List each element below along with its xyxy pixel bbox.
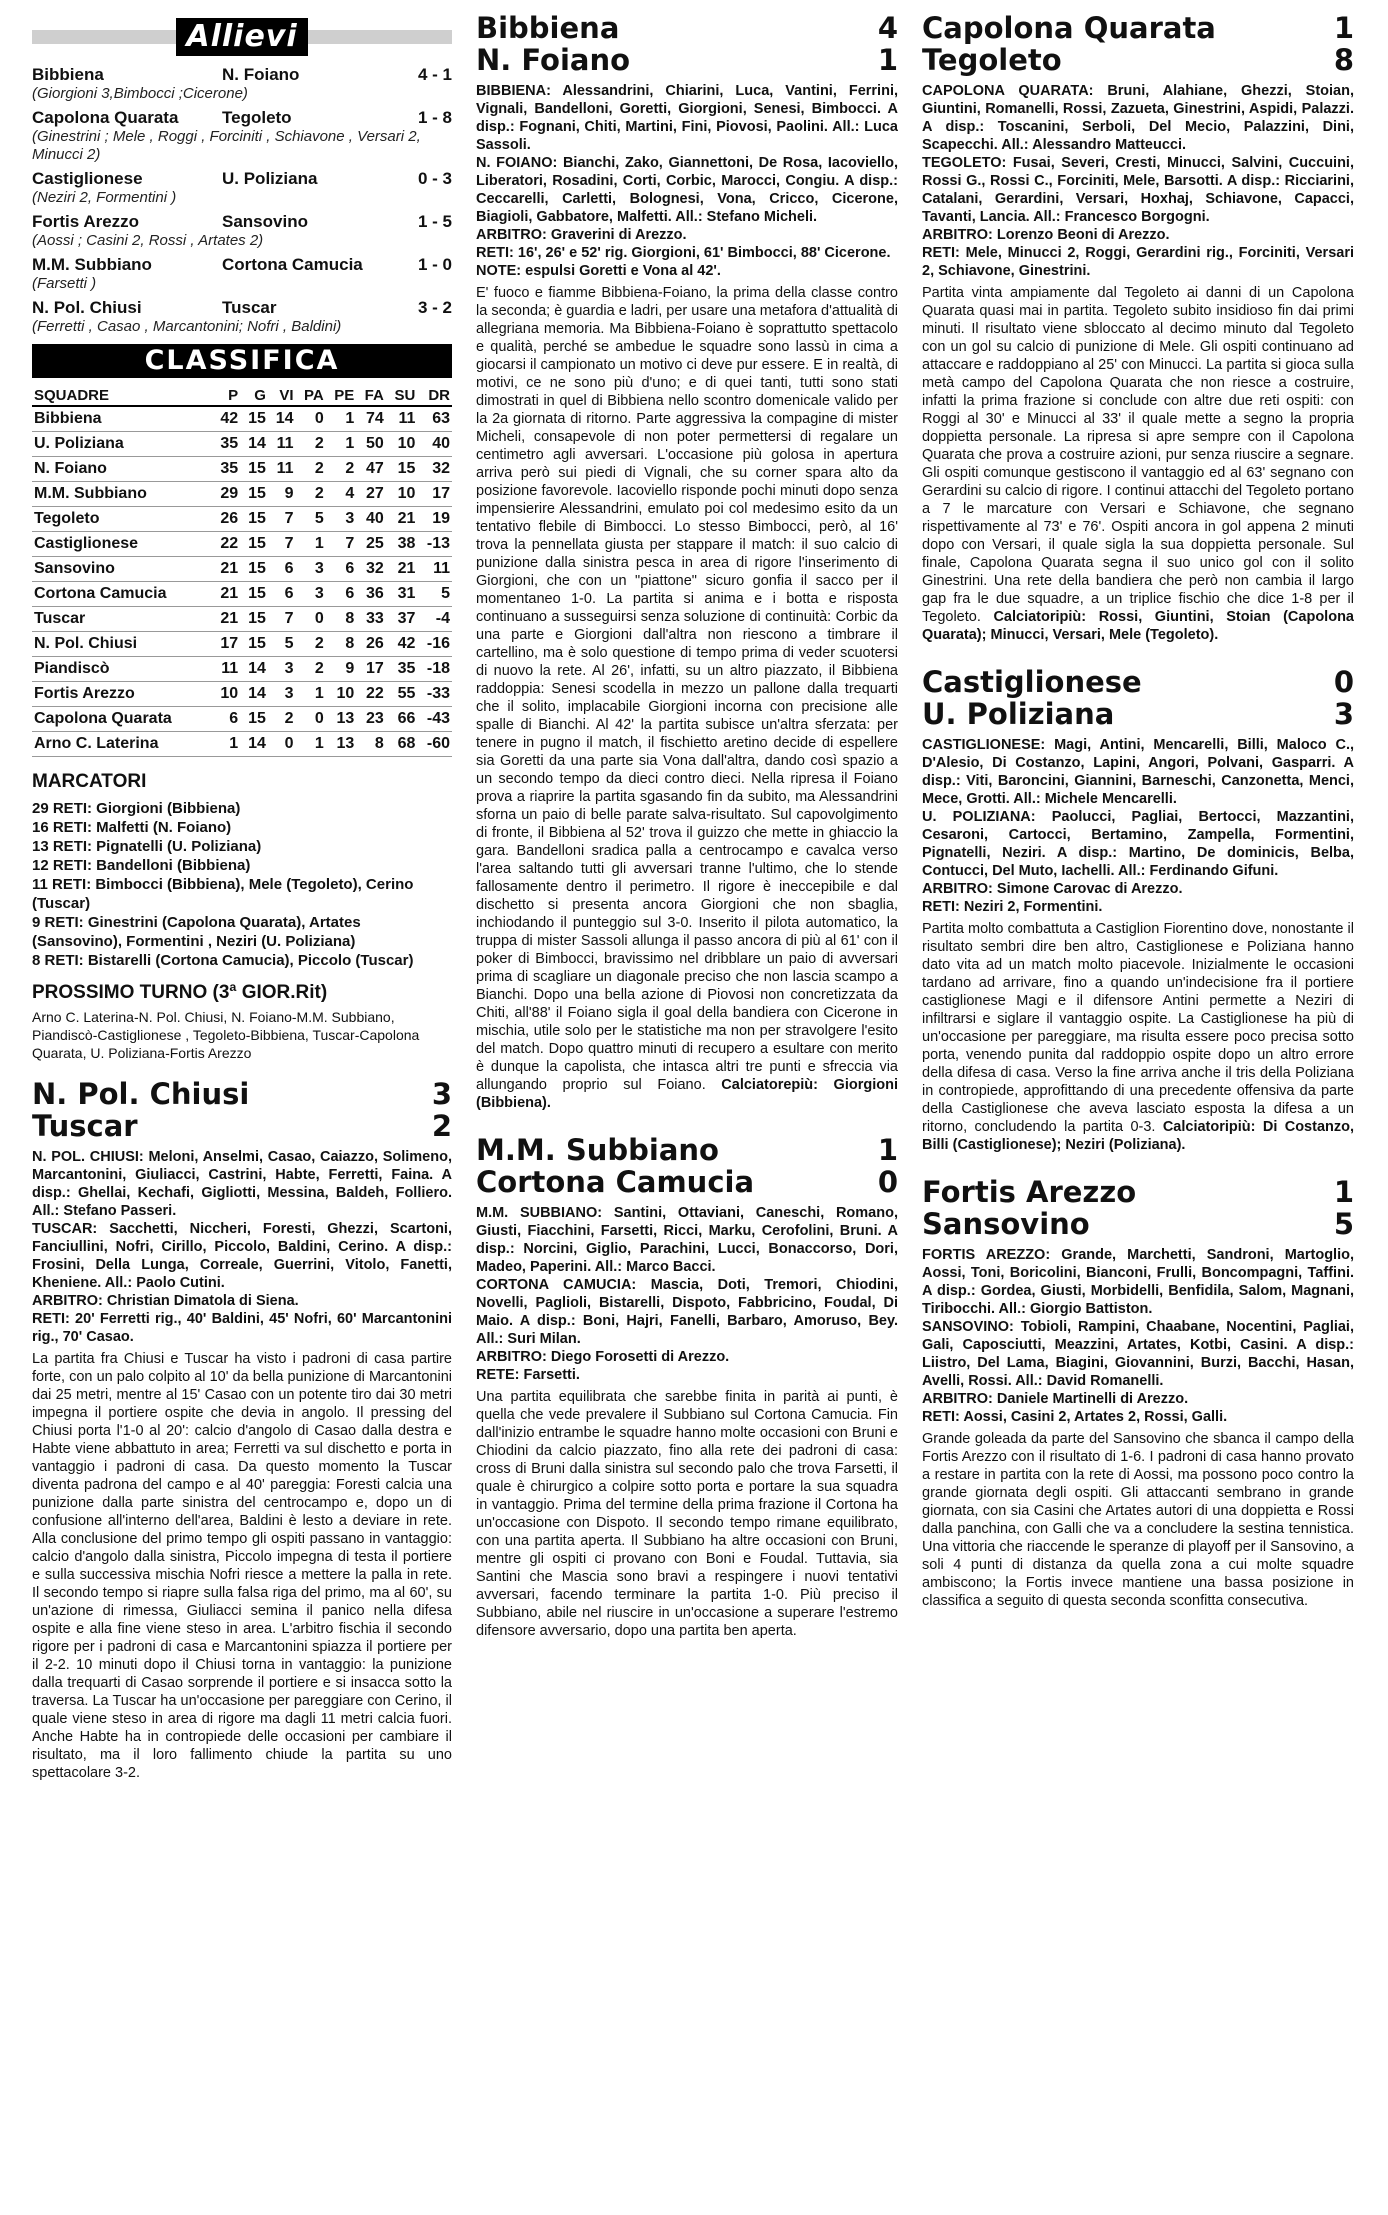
result-item xyxy=(32,254,452,293)
lineup-home: FORTIS AREZZO: Grande, Marchetti, Sandroni, Martoglio, Aossi, Toni, Boricolini, Bianconi, Frulli, Boncompagni, Taffini. A disp.: Gordea, Giusti, Morbidelli, Benfidila, Salom, Magnani, Tiribocchi. All.: Giorgio Battiston. xyxy=(922,1247,1354,1317)
col-header: SQUADRE xyxy=(32,386,212,406)
lineup-away: TEGOLETO: Fusai, Severi, Cresti, Minucci, Salvini, Cuccuini, Rossi G., Rossi C., Forciniti, Mele, Barsotti. A disp.: Ricciarini, Catalani, Gerardini, Versari, Hoxhaj, Schiavone, Capacci, Tavanti, Lancia. All.: Francesco Borgogni. xyxy=(922,155,1354,225)
result-score: 1 - 0 xyxy=(417,255,452,274)
result-away: N. Foiano xyxy=(222,65,300,84)
stat-cell: 6 xyxy=(326,582,357,607)
stat-cell: 10 xyxy=(326,682,357,707)
match-lineups xyxy=(32,1148,452,1346)
scorer-line: 11 RETI: Bimbocci (Bibbiena), Mele (Tegoleto), Cerino (Tuscar) xyxy=(32,876,414,912)
away-team: Sansovino xyxy=(922,1207,1090,1241)
scorer-line: 13 RETI: Pignatelli (U. Poliziana) xyxy=(32,838,262,855)
stat-cell: 3 xyxy=(326,507,357,532)
away-team: Tuscar xyxy=(32,1109,138,1143)
stat-cell: 17 xyxy=(356,657,385,682)
report-body: E' fuoco e fiamme Bibbiena-Foiano, la prima della classe contro la seconda; è guardia e ladri, per usare una metafora d'attualità di allegriana memoria. Ma Bibbiena-Foiano è soprattutto spettacolo e qualità, perché se ambedue le squadre sono lassù in cima a giocarsi il campionato un motivo ci deve pur essere. E in realtà, di motivi, ce ne sono più d'uno; e di quei tanti, tutti sono stati dimostrati in quel di Bibbiena nello scontro domenicale valido per la 2a giornata di ritorno. Parte aggressiva la compagine di mister Micheli, consapevole di non poter permettersi di regalare un centimetro agli avversari. L'occasione più golosa in apertura arriva però sui piedi di Vignali, che su corner spara alto da posizione favorevole. Iacoviello risponde pochi minuti dopo senza impensierire Alessandrini, emulato poi col medesimo esito da un tentativo flebile di Bimbocci. Lo stesso Bimbocci, però, al 16' trova la pennellata giusta per stappare il match: il suo calcio di punizione dalla sinistra pesca in area di rigore l'inserimento di Giorgioni, che con un "piattone" sicuro gonfia il sacco per il momentaneo 1-0. La partita si anima e i botta e risposta continuano a susseguirsi senza soluzione di continuità: Corbic da una parte e Giorgioni dall'altra non riescono a timbrare il cartellino, ma è solo questione di tempo prima di veder scuotersi di nuovo la rete. Al 26', infatti, su un altro piazzato, il Bibbiena raddoppia: Senesi scodella in mezzo un pallone dalla trequarti che il solito, implacabile Giorgioni incorna con precisione alle spalle di Bianchi. Al 42' la partita subisce un'altra sferzata: per tenere in pugno il match, il fischietto aretino decide di espellere sia Goretti da una parte sia Vona dall'altra, dando così spazio a un secondo tempo da dieci contro dieci. Nella ripresa il Foiano prova a riaprire la partita sgasando fin da subito, ma Alessandrini sforna un paio di belle parate salva-risultato. Sul capovolgimento di fronte, il Bibbiena al 52' trova il guizzo che mette in ghiaccio la gara. Bandelloni sradica palla a centrocampo e cavalca verso l'area saltando tutti gli avversari tranne l'ultimo, che lo stende fallosamente dentro il perimetro. Il rigore è ineccepibile e dal dischetto si presenta ancora Giorgioni che non sbaglia, inchiodando il punteggio sul 3-0. Inserito il pilota automatico, la truppa di mister Sassoli allunga il passo ancora di più al 61' con il poker di Bimbocci, bravissimo nel dribblare un paio di avversari prima di scagliare un diagonale preciso che non lascia scampo a Bianchi. Dopo una bella azione di Piovosi non concretizzata da Chiti, all'88' il Foiano sigla il goal della bandiera con Cicerone in mischia, utile solo per le statistiche ma non per stravolgere l'esito del match. Dopo quattro minuti di recupero a esultare con merito è dunque la capolista, che intasca altri tre punti e sfreccia via allungando proprio sul Foiano. xyxy=(476,285,898,1093)
standings-row xyxy=(32,482,452,507)
stat-cell: -60 xyxy=(417,732,452,757)
stat-cell: 0 xyxy=(296,406,326,432)
home-score: 4 xyxy=(877,12,898,45)
standings-row xyxy=(32,682,452,707)
results-list xyxy=(32,64,452,336)
stat-cell: 35 xyxy=(212,432,240,457)
stat-cell: 15 xyxy=(240,406,268,432)
stat-cell: 7 xyxy=(268,507,296,532)
col-header: FA xyxy=(356,386,385,406)
goals: RETI: Neziri 2, Formentini. xyxy=(922,899,1103,915)
stat-cell: 3 xyxy=(296,582,326,607)
stat-cell: 2 xyxy=(268,707,296,732)
standings-row xyxy=(32,507,452,532)
goals: RETI: Aossi, Casini 2, Artates 2, Rossi, Galli. xyxy=(922,1409,1228,1425)
team-name-cell: M.M. Subbiano xyxy=(32,482,212,507)
team-name-cell: U. Poliziana xyxy=(32,432,212,457)
stat-cell: 14 xyxy=(268,406,296,432)
match-report xyxy=(922,920,1354,1154)
stat-cell: 17 xyxy=(212,632,240,657)
stat-cell: 11 xyxy=(212,657,240,682)
stat-cell: 32 xyxy=(417,457,452,482)
home-score: 1 xyxy=(877,1133,898,1167)
stat-cell: 40 xyxy=(417,432,452,457)
result-away: U. Poliziana xyxy=(222,169,318,188)
stat-cell: 15 xyxy=(240,482,268,507)
result-home: M.M. Subbiano xyxy=(32,255,152,274)
referee: ARBITRO: Simone Carovac di Arezzo. xyxy=(922,881,1183,897)
lineup-away: N. FOIANO: Bianchi, Zako, Giannettoni, De Rosa, Iacoviello, Liberatori, Rosadini, Corti, Corbic, Marocci, Congiu. A disp.: Ceccarelli, Carletti, Bolognesi, Vona, Cricco, Cicerone, Biagioli, Gabbatore, Malfetti. All.: Stefano Micheli. xyxy=(476,155,898,225)
result-item xyxy=(32,107,452,164)
stat-cell: 15 xyxy=(240,557,268,582)
col-header: DR xyxy=(417,386,452,406)
stat-cell: 37 xyxy=(386,607,418,632)
stat-cell: 11 xyxy=(386,406,418,432)
result-home: Bibbiena xyxy=(32,65,104,84)
stat-cell: 14 xyxy=(240,432,268,457)
home-score: 1 xyxy=(1333,1175,1354,1209)
home-score: 3 xyxy=(431,1077,452,1111)
scorer-line: 9 RETI: Ginestrini (Capolona Quarata), Artates (Sansovino), Formentini , Neziri (U. Poliziana) xyxy=(32,914,361,950)
stat-cell: 42 xyxy=(212,406,240,432)
stat-cell: 26 xyxy=(356,632,385,657)
home-team: M.M. Subbiano xyxy=(476,1133,719,1167)
stat-cell: 14 xyxy=(240,682,268,707)
stat-cell: 3 xyxy=(268,682,296,707)
match-lineups xyxy=(476,1204,898,1384)
result-score: 4 - 1 xyxy=(417,65,452,84)
home-team: Castiglionese xyxy=(922,665,1142,699)
report-body: Partita vinta ampiamente dal Tegoleto ai danni di un Capolona Quarata quasi mai in partita. Tegoleto subito insidioso fin dai primi minuti. Il risultato viene sbloccato al decimo minuto dal Tegoleto con un gol su calcio di punizione di Mele. Gli ospiti continuano ad attaccare e raddoppiano al 25' con Minucci. La partita si gioca sulla metà campo del Capolona Quarata che non riesce a costruire, infatti la prima frazione si conclude con altre due reti ospiti: con Roggi al 30' e Minucci al 33' il quale mette a segno la propria doppietta personale. La ripresa si apre sempre con il Capolona Quarata che prova a costruire azioni, pur senza riuscire a segnare. Gli ospiti comunque gestiscono il vantaggio ed al 63' segnano con Gerardini su calcio di rigore. I continui attacchi del Tegoleto portano a 7 le marcature con Versari e Schiavone, che segnano rispettivamente al 73' e 76'. Ospiti ancora in gol appena 2 minuti dopo con Versari, il quale sigla la sua doppietta personale. Sul finale, Capolona Quarata segna il suo unico gol con il solito Ginestrini. Una rete della bandiera che però non cambia il largo gap fra le due squadre, a un triplice fischio che dice 1-8 per il Tegoleto. xyxy=(922,285,1354,625)
lineup-home: CASTIGLIONESE: Magi, Antini, Mencarelli, Billi, Maloco C., D'Alesio, Di Costanzo, Lapini, Angori, Polvani, Gasparri. A disp.: Viti, Baroncini, Giannini, Barneschi, Canzonetta, Menci, Mece, Grotti. All.: Michele Mencarelli. xyxy=(922,737,1354,807)
result-score: 0 - 3 xyxy=(417,169,452,188)
stat-cell: 32 xyxy=(356,557,385,582)
lineup-away: CORTONA CAMUCIA: Mascia, Doti, Tremori, Chiodini, Novelli, Paglioli, Bistarelli, Dispoto, Fabbricino, Foudal, Di Maio. A disp.: Boni, Hajri, Fanelli, Barbaro, Amoruso, Bey. All.: Suri Milan. xyxy=(476,1277,898,1347)
away-score: 5 xyxy=(1333,1207,1354,1241)
col-header: G xyxy=(240,386,268,406)
column-middle xyxy=(476,12,898,2202)
stat-cell: -33 xyxy=(417,682,452,707)
standings-body xyxy=(32,406,452,757)
stat-cell: 35 xyxy=(386,657,418,682)
stat-cell: -18 xyxy=(417,657,452,682)
stat-cell: 5 xyxy=(268,632,296,657)
stat-cell: 1 xyxy=(326,432,357,457)
stat-cell: 7 xyxy=(268,532,296,557)
notes: NOTE: espulsi Goretti e Vona al 42'. xyxy=(476,263,721,279)
lineup-away: TUSCAR: Sacchetti, Niccheri, Foresti, Ghezzi, Scartoni, Fanciullini, Nofri, Cirillo, Piccolo, Baldini, Cerino. A disp.: Frosini, Della Lunga, Correale, Guerrini, Vitolo, Fanetti, Kheniene. All.: Paolo Cutini. xyxy=(32,1221,452,1291)
stat-cell: 13 xyxy=(326,732,357,757)
result-away: Tegoleto xyxy=(222,108,292,127)
stat-cell: 55 xyxy=(386,682,418,707)
result-home: Castiglionese xyxy=(32,169,143,188)
away-score: 0 xyxy=(877,1165,898,1199)
stat-cell: 8 xyxy=(326,632,357,657)
away-team: U. Poliziana xyxy=(922,697,1115,731)
stat-cell: 31 xyxy=(386,582,418,607)
stat-cell: 7 xyxy=(268,607,296,632)
team-name-cell: Sansovino xyxy=(32,557,212,582)
best-player: Di Costanzo, Billi (Castiglionese); Neziri (Poliziana). xyxy=(922,1119,1354,1153)
stat-cell: -43 xyxy=(417,707,452,732)
stat-cell: 6 xyxy=(268,582,296,607)
stat-cell: 42 xyxy=(386,632,418,657)
referee: ARBITRO: Christian Dimatola di Siena. xyxy=(32,1293,299,1309)
stat-cell: 5 xyxy=(417,582,452,607)
standings-row xyxy=(32,557,452,582)
result-away: Sansovino xyxy=(222,212,308,231)
stat-cell: 25 xyxy=(356,532,385,557)
stat-cell: 1 xyxy=(326,406,357,432)
stat-cell: 10 xyxy=(212,682,240,707)
home-team: N. Pol. Chiusi xyxy=(32,1077,250,1111)
scorers-title: MARCATORI xyxy=(32,771,147,792)
stat-cell: 29 xyxy=(212,482,240,507)
result-scorers: (Farsetti ) xyxy=(32,275,97,292)
home-score: 0 xyxy=(1333,665,1354,699)
stat-cell: 1 xyxy=(212,732,240,757)
match-report xyxy=(922,284,1354,644)
team-name-cell: Bibbiena xyxy=(32,406,212,432)
col-header: VI xyxy=(268,386,296,406)
team-name-cell: N. Pol. Chiusi xyxy=(32,632,212,657)
stat-cell: 0 xyxy=(296,707,326,732)
stat-cell: -13 xyxy=(417,532,452,557)
stat-cell: 47 xyxy=(356,457,385,482)
match-lineups xyxy=(922,82,1354,280)
stat-cell: -4 xyxy=(417,607,452,632)
stat-cell: 5 xyxy=(296,507,326,532)
stat-cell: 13 xyxy=(326,707,357,732)
result-scorers: (Neziri 2, Formentini ) xyxy=(32,189,177,206)
team-name-cell: Piandiscò xyxy=(32,657,212,682)
result-scorers: (Ferretti , Casao , Marcantonini; Nofri , Baldini) xyxy=(32,318,342,335)
best-player-label: Calciatoripiù: xyxy=(1162,1119,1256,1135)
next-round-text: Arno C. Laterina-N. Pol. Chiusi, N. Foiano-M.M. Subbiano, Piandiscò-Castiglionese , Tegoleto-Bibbiena, Tuscar-Capolona Quarata, U. Poliziana-Fortis Arezzo xyxy=(32,1009,420,1061)
stat-cell: 2 xyxy=(326,457,357,482)
standings-row xyxy=(32,432,452,457)
stat-cell: 22 xyxy=(356,682,385,707)
scorer-line: 12 RETI: Bandelloni (Bibbiena) xyxy=(32,857,251,874)
stat-cell: 7 xyxy=(326,532,357,557)
best-player: Rossi, Giuntini, Stoian (Capolona Quarata); Minucci, Versari, Mele (Tegoleto). xyxy=(922,609,1354,643)
stat-cell: 15 xyxy=(240,607,268,632)
stat-cell: 3 xyxy=(296,557,326,582)
standings-table xyxy=(32,386,452,757)
stat-cell: 4 xyxy=(326,482,357,507)
stat-cell: 68 xyxy=(386,732,418,757)
stat-cell: 63 xyxy=(417,406,452,432)
stat-cell: 2 xyxy=(296,457,326,482)
stat-cell: -16 xyxy=(417,632,452,657)
team-name-cell: Arno C. Laterina xyxy=(32,732,212,757)
stat-cell: 19 xyxy=(417,507,452,532)
away-score: 8 xyxy=(1333,43,1354,77)
col-header: PA xyxy=(296,386,326,406)
result-score: 3 - 2 xyxy=(417,298,452,317)
stat-cell: 3 xyxy=(268,657,296,682)
col-header: P xyxy=(212,386,240,406)
result-item xyxy=(32,168,452,207)
stat-cell: 2 xyxy=(296,657,326,682)
stat-cell: 50 xyxy=(356,432,385,457)
result-item xyxy=(32,211,452,250)
match-report: Una partita equilibrata che sarebbe finita in parità ai punti, è quella che vede prevalere il Subbiano sul Cortona Camucia. Fin dall'inizio entrambe le squadre hanno molte occasioni con Bruni e Chiodini da calcio piazzato, fino alla rete dei padroni di casa: cross di Bruni dalla sinistra sul secondo palo che trova Farsetti, il quale è chirurgico a colpire sotto porta e portare la sua squadra in vantaggio. Prima del termine della prima frazione il Cortona ha un'occasione con Dispoto. Il secondo tempo rimane equilibrato, con una partita aperta. Il Subbiano ha altre occasioni con Bruni, mentre gli ospiti ci provano con Boni e Foudal. Tuttavia, sia Santini che Mascia sono bravi a respingere i nuovi tentativi avversari, facendo terminare la partita 1-0. Più preciso il Subbiano, abile nel riuscire in un'occasione a superare l'estremo difensore avversario, dopo una partita ben aperta. xyxy=(476,1389,898,1639)
stat-cell: 9 xyxy=(326,657,357,682)
goals: RETI: 16', 26' e 52' rig. Giorgioni, 61' Bimbocci, 88' Cicerone. xyxy=(476,245,891,261)
match-lineups xyxy=(476,82,898,280)
away-team: Tegoleto xyxy=(922,43,1062,77)
stat-cell: 66 xyxy=(386,707,418,732)
stat-cell: 6 xyxy=(268,557,296,582)
stat-cell: 21 xyxy=(386,507,418,532)
banner-rule-left xyxy=(32,30,176,44)
goals: RETI: Mele, Minucci 2, Roggi, Gerardini rig., Forciniti, Versari 2, Schiavone, Ginestrini. xyxy=(922,245,1354,279)
match-lineups xyxy=(922,1246,1354,1426)
referee: ARBITRO: Daniele Martinelli di Arezzo. xyxy=(922,1391,1189,1407)
classifica-title: CLASSIFICA xyxy=(32,344,452,378)
away-team: Cortona Camucia xyxy=(476,1165,755,1199)
result-home: N. Pol. Chiusi xyxy=(32,298,142,317)
standings-row xyxy=(32,457,452,482)
team-name-cell: Fortis Arezzo xyxy=(32,682,212,707)
stat-cell: 9 xyxy=(268,482,296,507)
away-score: 2 xyxy=(431,1109,452,1143)
stat-cell: 38 xyxy=(386,532,418,557)
result-score: 1 - 8 xyxy=(417,108,452,127)
stat-cell: 15 xyxy=(240,457,268,482)
stat-cell: 26 xyxy=(212,507,240,532)
stat-cell: 6 xyxy=(326,557,357,582)
standings-row xyxy=(32,707,452,732)
standings-row xyxy=(32,607,452,632)
away-team: N. Foiano xyxy=(476,43,631,77)
stat-cell: 10 xyxy=(386,482,418,507)
result-item xyxy=(32,297,452,336)
stat-cell: 27 xyxy=(356,482,385,507)
lineup-home: N. POL. CHIUSI: Meloni, Anselmi, Casao, Caiazzo, Solimeno, Marcantonini, Giuliacci, Castrini, Habte, Ferretti, Faina. A disp.: Ghellai, Kechafi, Gigliotti, Messina, Baldeh, Follierо. All.: Stefano Passeri. xyxy=(32,1149,452,1219)
stat-cell: 33 xyxy=(356,607,385,632)
result-score: 1 - 5 xyxy=(417,212,452,231)
report-body: Partita molto combattuta a Castiglion Fiorentino dove, nonostante il risultato sembri dire ben altro, Castiglionese e Poliziana hanno dato vita ad un match molto piacevole. Inizialmente le occasioni tardano ad arrivare, fino a quando un'indecisione fra il portiere castiglionese Magi e il difensore Antini permette a Neziri di infiltrarsi e siglare il vantaggio ospite. La Castiglionese ha più di un'occasione per pareggiare, ma risulta essere poco precisa sotto porta, venendo punita dal raddoppio ospite dopo un altro errore della difesa di casa. Verso la fine arriva anche il tris della Poliziana in contropiede, approfittando di una precedente offensiva da parte della Castiglionese che aveva lasciato esposta la difesa a un ritorno, concludendo la partita 0-3. xyxy=(922,921,1354,1135)
team-name-cell: N. Foiano xyxy=(32,457,212,482)
stat-cell: 0 xyxy=(268,732,296,757)
standings-row xyxy=(32,532,452,557)
lineup-home: BIBBIENA: Alessandrini, Chiarini, Luca, Vantini, Ferrini, Vignali, Bandelloni, Goretti, Giorgioni, Senesi, Bimbocci. A disp.: Fognani, Chiti, Martini, Fini, Piovosi, Paolini. All.: Luca Sassoli. xyxy=(476,83,898,153)
banner-rule-right xyxy=(308,30,452,44)
stat-cell: 15 xyxy=(240,582,268,607)
stat-cell: 40 xyxy=(356,507,385,532)
col-header: SU xyxy=(386,386,418,406)
lineup-away: SANSOVINO: Tobioli, Rampini, Chaabane, Nocentini, Pagliai, Gali, Caposciutti, Meazzini, Artates, Kotbi, Casini. A disp.: Liistro, Del Lama, Biagini, Giovannini, Burzi, Bacchi, Hasan, Avelli, Rossi. All.: David Romanelli. xyxy=(922,1319,1354,1389)
stat-cell: 15 xyxy=(240,707,268,732)
column-left xyxy=(32,12,452,2202)
standings-row xyxy=(32,657,452,682)
lineup-home: CAPOLONA QUARATA: Bruni, Alahiane, Ghezzi, Stoian, Giuntini, Romanelli, Rossi, Zazueta, Ginestrini, Aspidi, Palazzi. A disp.: Toscanini, Serboli, Del Mecio, Palazzini, Dini, Scapecchi. All.: Alessandro Matteucci. xyxy=(922,83,1354,153)
column-right xyxy=(922,12,1354,2202)
stat-cell: 22 xyxy=(212,532,240,557)
match-report: La partita fra Chiusi e Tuscar ha visto i padroni di casa partire forte, con un palo colpito al 10' da bella punizione di Marcantonini dai 25 metri, mentre al 15' Casao con un potente tiro dai 30 metri impegna il portiere ospite che devia in angolo. Il pressing del Chiusi porta l'1-0 al 20': calcio d'angolo di Casao dalla destra e Habte viene abbattuto in area; Ferretti va sul dischetto e porta in vantaggio i padroni di casa. Da questo momento la Tuscar diventa padrona del campo e al 40' pareggia: Foresti calcia una punizione dalla parte sinistra del centrocampo e, dopo un di confusione all'interno dell'area, Baldini è lesto a deviare in rete. Alla conclusione del primo tempo gli ospiti passano in vantaggio: calcio d'angolo dalla sinistra, Piccolo impegna di testa il portiere e sulla successiva mischia Nofri riesce a mettere la palla in rete. Il secondo tempo si riapre sulla falsa riga del primo, ma al 60', su un'azione di rimessa, Giuliacci semina il panico nella difesa ospite e alla fine viene steso in area. L'arbitro fischia il secondo rigore per i padroni di casa e Marcantonini spiazza il portiere per il 2-2. 10 minuti dopo il Chiusi torna in vantaggio: la punizione dalla trequarti di Casao sorprende il portiere e si insacca sotto la traversa. La Tuscar ha un'occasione per pareggiare con Cerino, il quale viene steso in area di rigore ma dagli 11 metri calcia fuori. Anche Habte ha in contropiede delle occasioni per cambiare il risultato, ma il loro fallimento chiude la partita su uno spettacolare 3-2. xyxy=(32,1351,452,1781)
allievi-title: Allievi xyxy=(176,18,307,56)
team-name-cell: Cortona Camucia xyxy=(32,582,212,607)
scorer-line: 8 RETI: Bistarelli (Cortona Camucia), Piccolo (Tuscar) xyxy=(32,952,414,969)
best-player-label: Calciatorepiù: xyxy=(721,1077,818,1093)
stat-cell: 8 xyxy=(326,607,357,632)
match-lineups xyxy=(922,736,1354,916)
stat-cell: 21 xyxy=(212,582,240,607)
home-score: 1 xyxy=(1333,12,1354,45)
match-bibbiena-foiano xyxy=(476,12,898,1112)
team-name-cell: Tegoleto xyxy=(32,507,212,532)
standings-row xyxy=(32,632,452,657)
col-header: PE xyxy=(326,386,357,406)
stat-cell: 11 xyxy=(268,457,296,482)
referee: ARBITRO: Graverini di Arezzo. xyxy=(476,227,687,243)
result-scorers: (Giorgioni 3,Bimbocci ;Cicerone) xyxy=(32,85,248,102)
scorer-line: 29 RETI: Giorgioni (Bibbiena) xyxy=(32,800,241,817)
stat-cell: 0 xyxy=(296,607,326,632)
stat-cell: 36 xyxy=(356,582,385,607)
stat-cell: 2 xyxy=(296,632,326,657)
referee: ARBITRO: Lorenzo Beoni di Arezzo. xyxy=(922,227,1170,243)
stat-cell: 2 xyxy=(296,432,326,457)
result-away: Cortona Camucia xyxy=(222,255,363,274)
stat-cell: 21 xyxy=(212,607,240,632)
away-score: 3 xyxy=(1333,697,1354,731)
stat-cell: 35 xyxy=(212,457,240,482)
home-team: Fortis Arezzo xyxy=(922,1175,1137,1209)
team-name-cell: Castiglionese xyxy=(32,532,212,557)
stat-cell: 21 xyxy=(386,557,418,582)
stat-cell: 15 xyxy=(240,507,268,532)
goals: RETI: 20' Ferretti rig., 40' Baldini, 45' Nofri, 60' Marcantonini rig., 70' Casao. xyxy=(32,1311,452,1345)
standings-row xyxy=(32,582,452,607)
stat-cell: 17 xyxy=(417,482,452,507)
result-scorers: (Aossi ; Casini 2, Rossi , Artates 2) xyxy=(32,232,264,249)
stat-cell: 74 xyxy=(356,406,385,432)
result-away: Tuscar xyxy=(222,298,277,317)
stat-cell: 15 xyxy=(386,457,418,482)
match-report: Grande goleada da parte del Sansovino che sbanca il campo della Fortis Arezzo con il risultato di 1-6. I padroni di casa hanno provato a restare in partita con la rete di Aossi, ma possono poco contro la grande giornata degli ospiti. Gli attaccanti sembrano in grande giornata, con sia Casini che Artates autori di una doppietta e Rossi dalla panchina, con Galli che va a concludere la sestina tennistica. Una vittoria che riaccende le speranze di playoff per il Sansovino, a soli 4 punti di distanza da quella zona a cui molte squadre ambiscono; la Fortis invece mantiene una bassa posizione in classifica a seguito di questa seconda sconfitta consecutiva. xyxy=(922,1431,1354,1609)
stat-cell: 6 xyxy=(212,707,240,732)
standings-header xyxy=(32,386,452,406)
team-name-cell: Tuscar xyxy=(32,607,212,632)
standings-row xyxy=(32,732,452,757)
stat-cell: 14 xyxy=(240,732,268,757)
stat-cell: 2 xyxy=(296,482,326,507)
stat-cell: 1 xyxy=(296,532,326,557)
team-name-cell: Capolona Quarata xyxy=(32,707,212,732)
result-home: Fortis Arezzo xyxy=(32,212,140,231)
match-subbiano-cortona xyxy=(476,1134,898,1640)
stat-cell: 11 xyxy=(417,557,452,582)
stat-cell: 15 xyxy=(240,532,268,557)
match-castiglionese-poliziana xyxy=(922,666,1354,1154)
stat-cell: 1 xyxy=(296,732,326,757)
scorer-line: 16 RETI: Malfetti (N. Foiano) xyxy=(32,819,232,836)
allievi-banner xyxy=(32,18,452,56)
standings-row xyxy=(32,406,452,432)
referee: ARBITRO: Diego Forosetti di Arezzo. xyxy=(476,1349,730,1365)
stat-cell: 11 xyxy=(268,432,296,457)
stat-cell: 1 xyxy=(296,682,326,707)
home-team: Bibbiena xyxy=(476,12,620,45)
match-report xyxy=(476,284,898,1112)
next-round-title: PROSSIMO TURNO (3ª GIOR.Rit) xyxy=(32,982,328,1003)
stat-cell: 14 xyxy=(240,657,268,682)
stat-cell: 23 xyxy=(356,707,385,732)
best-player: Giorgioni (Bibbiena). xyxy=(476,1077,898,1111)
result-home: Capolona Quarata xyxy=(32,108,179,127)
match-fortis-sansovino xyxy=(922,1176,1354,1610)
match-capolona-tegoleto xyxy=(922,12,1354,644)
away-score: 1 xyxy=(877,43,898,77)
home-team: Capolona Quarata xyxy=(922,12,1216,45)
lineup-away: U. POLIZIANA: Paolucci, Pagliai, Bertocci, Mazzantini, Cesaroni, Cartocci, Bertamino, Zampella, Formentini, Pignatelli, Neziri. A disp.: Martino, De dominicis, Belba, Contucci, Del Muto, Iachelli. All.: Ferdinando Gifuni. xyxy=(922,809,1354,879)
lineup-home: M.M. SUBBIANO: Santini, Ottaviani, Caneschi, Romano, Giusti, Fiacchini, Farsetti, Ricci, Marku, Cerofolini, Bruni. A disp.: Norcini, Giglio, Parachini, Lucci, Bonaccorso, Dori, Madeo, Paperini. All.: Marco Bacci. xyxy=(476,1205,898,1275)
result-scorers: (Ginestrini ; Mele , Roggi , Forciniti , Schiavone , Versari 2, Minucci 2) xyxy=(32,128,421,163)
goals: RETE: Farsetti. xyxy=(476,1367,580,1383)
stat-cell: 10 xyxy=(386,432,418,457)
stat-cell: 8 xyxy=(356,732,385,757)
match-chiusi-tuscar xyxy=(32,1078,452,1782)
best-player-label: Calciatoripiù: xyxy=(993,609,1087,625)
newspaper-page xyxy=(32,12,1354,2202)
stat-cell: 21 xyxy=(212,557,240,582)
result-item xyxy=(32,64,452,103)
stat-cell: 15 xyxy=(240,632,268,657)
